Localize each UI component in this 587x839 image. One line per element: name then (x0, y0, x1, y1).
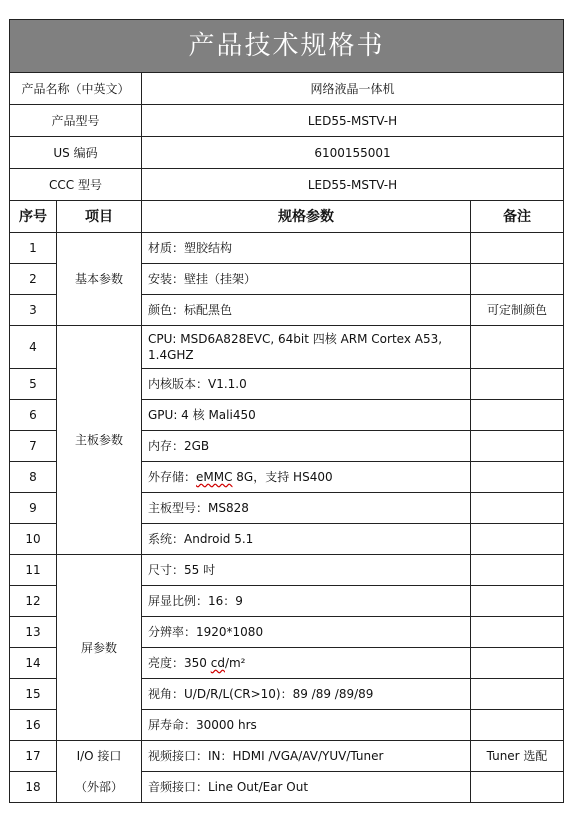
spec-cell (142, 462, 471, 493)
note-cell (471, 772, 564, 803)
spec-cell: 视角：U/D/R/L(CR>10)：89 /89 /89/89 (142, 679, 471, 710)
note-cell (471, 524, 564, 555)
note-cell (471, 264, 564, 295)
spec-underlined-term: eMMC (196, 470, 233, 484)
spec-cell: GPU: 4 核 Mali450 (142, 400, 471, 431)
note-cell (471, 555, 564, 586)
table-row (10, 555, 564, 586)
note-cell: Tuner 选配 (471, 741, 564, 772)
row-number: 15 (10, 679, 57, 710)
row-number: 11 (10, 555, 57, 586)
spec-suffix: 8G，支持 HS400 (232, 470, 333, 484)
spec-prefix: 亮度：350 (148, 656, 211, 670)
info-value: 6100155001 (142, 137, 564, 169)
spec-cell: 屏显比例：16：9 (142, 586, 471, 617)
group-basic: 基本参数 (57, 233, 142, 326)
row-number: 13 (10, 617, 57, 648)
row-number: 8 (10, 462, 57, 493)
info-row (10, 137, 564, 169)
group-screen: 屏参数 (57, 555, 142, 741)
row-number: 9 (10, 493, 57, 524)
info-row (10, 105, 564, 137)
row-number: 14 (10, 648, 57, 679)
note-cell (471, 233, 564, 264)
note-cell (471, 679, 564, 710)
row-number: 1 (10, 233, 57, 264)
spec-cell: 分辨率：1920*1080 (142, 617, 471, 648)
row-number: 4 (10, 326, 57, 369)
spec-cell: 屏寿命：30000 hrs (142, 710, 471, 741)
spec-prefix: 外存储： (148, 470, 197, 484)
spec-cell: 材质：塑胶结构 (142, 233, 471, 264)
row-number: 5 (10, 369, 57, 400)
row-number: 2 (10, 264, 57, 295)
note-cell (471, 462, 564, 493)
note-cell (471, 493, 564, 524)
header-note: 备注 (471, 201, 564, 233)
spec-cell: CPU: MSD6A828EVC, 64bit 四核 ARM Cortex A53, 1.4GHZ (142, 326, 471, 369)
info-label: 产品型号 (10, 105, 142, 137)
note-cell (471, 326, 564, 369)
spec-underlined-term: cd (210, 656, 225, 670)
row-number: 6 (10, 400, 57, 431)
note-cell (471, 431, 564, 462)
spec-cell: 尺寸：55 吋 (142, 555, 471, 586)
info-row (10, 73, 564, 105)
spec-cell: 内核版本：V1.1.0 (142, 369, 471, 400)
info-label: CCC 型号 (10, 169, 142, 201)
table-row (10, 741, 564, 772)
spec-suffix: /m² (224, 656, 246, 670)
info-label: US 编码 (10, 137, 142, 169)
row-number: 16 (10, 710, 57, 741)
spec-cell: 系统：Android 5.1 (142, 524, 471, 555)
table-row (10, 233, 564, 264)
spec-cell: 音频接口：Line Out/Ear Out (142, 772, 471, 803)
group-board: 主板参数 (57, 326, 142, 555)
spec-cell: 颜色：标配黑色 (142, 295, 471, 326)
spec-cell (142, 648, 471, 679)
spec-table (9, 19, 564, 803)
table-header-row (10, 201, 564, 233)
info-value: LED55-MSTV-H (142, 169, 564, 201)
row-number: 3 (10, 295, 57, 326)
row-number: 17 (10, 741, 57, 772)
note-cell (471, 710, 564, 741)
row-number: 18 (10, 772, 57, 803)
row-number: 12 (10, 586, 57, 617)
group-io-line2: （外部） (57, 772, 142, 803)
group-io-line1: I/O 接口 (57, 741, 142, 772)
spec-cell: 主板型号：MS828 (142, 493, 471, 524)
spec-cell: 内存：2GB (142, 431, 471, 462)
row-number: 7 (10, 431, 57, 462)
note-cell (471, 400, 564, 431)
note-cell (471, 586, 564, 617)
spec-cell: 视频接口：IN：HDMI /VGA/AV/YUV/Tuner (142, 741, 471, 772)
header-spec: 规格参数 (142, 201, 471, 233)
note-cell: 可定制颜色 (471, 295, 564, 326)
header-item: 项目 (57, 201, 142, 233)
spec-sheet (9, 19, 563, 803)
table-row (10, 326, 564, 369)
info-value: LED55-MSTV-H (142, 105, 564, 137)
header-no: 序号 (10, 201, 57, 233)
spec-cell: 安装：壁挂（挂架） (142, 264, 471, 295)
note-cell (471, 617, 564, 648)
document-title: 产品技术规格书 (10, 20, 564, 73)
info-value: 网络液晶一体机 (142, 73, 564, 105)
note-cell (471, 648, 564, 679)
table-row (10, 772, 564, 803)
info-label: 产品名称（中英文） (10, 73, 142, 105)
info-row (10, 169, 564, 201)
row-number: 10 (10, 524, 57, 555)
note-cell (471, 369, 564, 400)
